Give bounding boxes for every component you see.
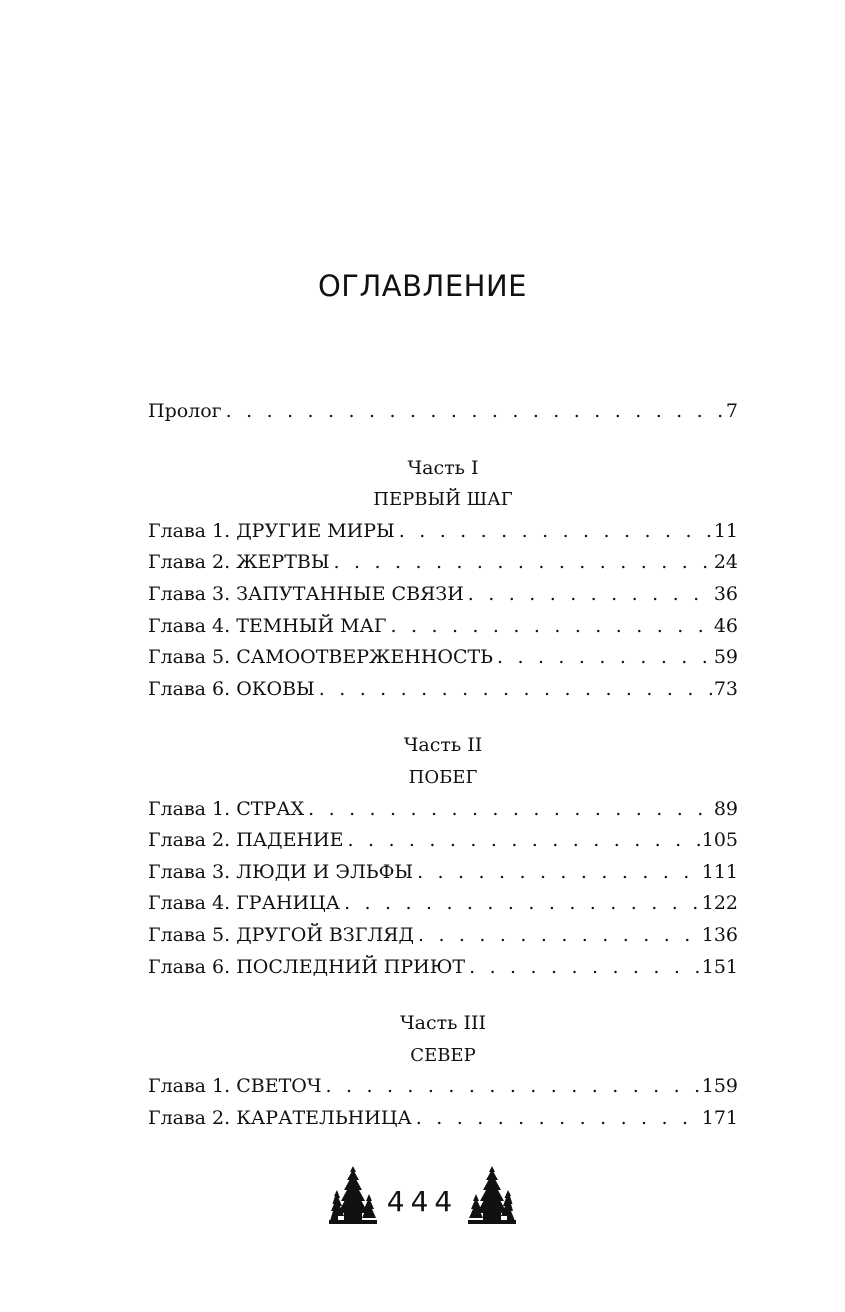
toc-entry-label: Глава 3. ЛЮДИ И ЭЛЬФЫ xyxy=(148,860,414,883)
toc-entry-label: Глава 3. ЗАПУТАННЫЕ СВЯЗИ xyxy=(148,582,464,605)
part-title: ПЕРВЫЙ ШАГ xyxy=(373,489,513,511)
fir-trees-icon xyxy=(468,1166,516,1226)
dot-leader xyxy=(399,516,712,548)
part-section xyxy=(148,730,738,983)
part-title: ПОБЕГ xyxy=(408,766,478,788)
toc-entry-prologue[interactable] xyxy=(148,396,738,428)
toc-entry-label: Глава 4. ГРАНИЦА xyxy=(148,892,341,915)
dot-leader xyxy=(334,547,712,579)
toc-entry[interactable] xyxy=(148,1103,738,1135)
toc-entry[interactable] xyxy=(148,674,738,706)
toc-entry-page: 59 xyxy=(713,646,738,669)
dot-leader xyxy=(319,674,712,706)
part-section xyxy=(148,1008,738,1134)
dot-leader xyxy=(469,952,700,984)
toc-entry-page: 7 xyxy=(725,400,738,422)
toc-entry-label: Глава 2. КАРАТЕЛЬНИЦА xyxy=(148,1106,412,1129)
toc-entry-page: 24 xyxy=(713,551,738,574)
dot-leader xyxy=(308,794,712,826)
toc-entry[interactable] xyxy=(148,516,738,548)
toc-entry[interactable] xyxy=(148,1071,738,1103)
page-title: ОГЛАВЛЕНИЕ xyxy=(317,269,527,303)
fir-trees-icon xyxy=(329,1166,377,1226)
toc-entry-label: Глава 2. ЖЕРТВЫ xyxy=(148,551,330,574)
toc-entry[interactable] xyxy=(148,952,738,984)
part-number: Часть II xyxy=(403,734,483,757)
parts-list xyxy=(148,453,738,1135)
toc-entry-label: Глава 1. СВЕТОЧ xyxy=(148,1075,322,1098)
toc-entry-page: 151 xyxy=(701,955,738,978)
toc-entry-label: Глава 4. ТЕМНЫЙ МАГ xyxy=(148,614,387,637)
part-number: Часть III xyxy=(399,1012,487,1035)
toc-entry[interactable] xyxy=(148,920,738,952)
toc-entry[interactable] xyxy=(148,579,738,611)
dot-leader xyxy=(417,857,700,889)
part-number: Часть I xyxy=(407,456,479,479)
toc-entry-page: 136 xyxy=(701,923,738,946)
toc-entry-page: 73 xyxy=(713,677,738,700)
toc-entry-page: 36 xyxy=(713,582,738,605)
toc-entry-label: Глава 6. ОКОВЫ xyxy=(148,677,315,700)
toc-entry-label: Пролог xyxy=(148,400,222,422)
toc-entry[interactable] xyxy=(148,642,738,674)
toc-entry[interactable] xyxy=(148,888,738,920)
toc-entry-page: 111 xyxy=(701,860,738,883)
dot-leader xyxy=(391,611,712,643)
toc-entry[interactable] xyxy=(148,547,738,579)
dot-leader xyxy=(418,920,700,952)
part-title: СЕВЕР xyxy=(410,1044,476,1066)
dot-leader xyxy=(497,642,712,674)
toc-entry-page: 89 xyxy=(713,797,738,820)
dot-leader xyxy=(468,579,712,611)
page-number: 444 xyxy=(386,1185,459,1218)
part-section xyxy=(148,453,738,706)
toc-entry-page: 122 xyxy=(701,892,738,915)
dot-leader xyxy=(326,1071,700,1103)
dot-leader xyxy=(344,888,700,920)
toc-entry-label: Глава 1. ДРУГИЕ МИРЫ xyxy=(148,519,395,542)
toc-entry-page: 159 xyxy=(701,1075,738,1098)
toc-entry[interactable] xyxy=(148,794,738,826)
toc-entry-label: Глава 1. СТРАХ xyxy=(148,797,305,820)
toc-entry-label: Глава 2. ПАДЕНИЕ xyxy=(148,829,344,852)
dot-leader xyxy=(348,825,700,857)
toc-entry-page: 46 xyxy=(713,614,738,637)
table-of-contents xyxy=(148,396,738,1134)
toc-entry-label: Глава 5. ДРУГОЙ ВЗГЛЯД xyxy=(148,923,414,946)
dot-leader xyxy=(416,1103,700,1135)
toc-entry-label: Глава 5. САМООТВЕРЖЕННОСТЬ xyxy=(148,646,493,669)
toc-entry[interactable] xyxy=(148,611,738,643)
toc-entry-label: Глава 6. ПОСЛЕДНИЙ ПРИЮТ xyxy=(148,955,466,978)
dot-leader xyxy=(226,396,724,428)
toc-entry[interactable] xyxy=(148,825,738,857)
toc-entry-page: 11 xyxy=(713,519,738,542)
toc-entry-page: 105 xyxy=(701,829,738,852)
toc-entry-page: 171 xyxy=(701,1106,738,1129)
page-footer xyxy=(0,1162,845,1226)
toc-entry[interactable] xyxy=(148,857,738,889)
